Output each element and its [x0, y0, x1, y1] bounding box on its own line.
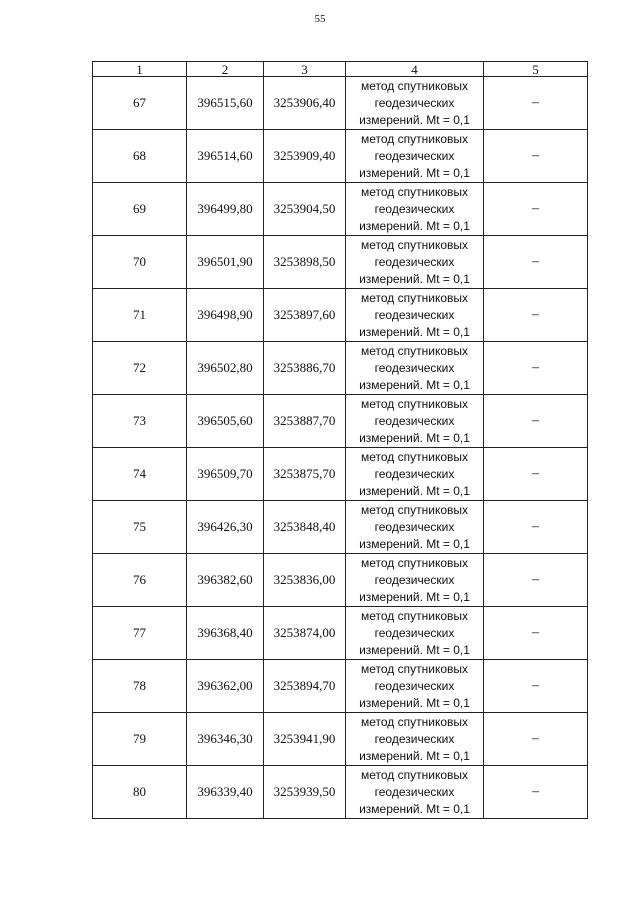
note-cell: –	[484, 183, 588, 236]
coordinate-y-cell: 3253909,40	[264, 130, 346, 183]
method-line: измерений. Mt = 0,1	[359, 536, 470, 551]
method-cell	[346, 766, 484, 819]
method-cell	[346, 607, 484, 660]
point-number-cell: 68	[93, 130, 187, 183]
coordinate-x-cell: 396498,90	[187, 289, 264, 342]
coordinate-y-cell: 3253886,70	[264, 342, 346, 395]
method-line: метод спутниковых	[360, 396, 468, 411]
column-header: 5	[484, 62, 588, 77]
method-line: измерений. Mt = 0,1	[359, 748, 470, 763]
table-row	[93, 660, 588, 713]
coordinate-y-cell: 3253897,60	[264, 289, 346, 342]
coordinate-y-cell: 3253939,50	[264, 766, 346, 819]
method-line: метод спутниковых	[360, 131, 468, 146]
method-line: измерений. Mt = 0,1	[359, 430, 470, 445]
method-cell	[346, 395, 484, 448]
method-line: метод спутниковых	[360, 237, 468, 252]
method-line: геодезических	[374, 625, 455, 640]
coordinate-y-cell: 3253894,70	[264, 660, 346, 713]
coordinate-x-cell: 396501,90	[187, 236, 264, 289]
note-cell: –	[484, 501, 588, 554]
method-line: измерений. Mt = 0,1	[359, 377, 470, 392]
coordinate-x-cell: 396499,80	[187, 183, 264, 236]
coordinate-y-cell: 3253941,90	[264, 713, 346, 766]
point-number-cell: 80	[93, 766, 187, 819]
point-number-cell: 76	[93, 554, 187, 607]
coordinate-y-cell: 3253906,40	[264, 77, 346, 130]
coordinate-x-cell: 396514,60	[187, 130, 264, 183]
note-cell: –	[484, 77, 588, 130]
table-row	[93, 501, 588, 554]
table-row	[93, 448, 588, 501]
table-row	[93, 607, 588, 660]
method-cell	[346, 342, 484, 395]
point-number-cell: 69	[93, 183, 187, 236]
note-cell: –	[484, 130, 588, 183]
method-cell	[346, 554, 484, 607]
coordinate-y-cell: 3253904,50	[264, 183, 346, 236]
coordinate-x-cell: 396382,60	[187, 554, 264, 607]
method-line: метод спутниковых	[360, 714, 468, 729]
table-row	[93, 713, 588, 766]
method-line: метод спутниковых	[360, 343, 468, 358]
coordinate-x-cell: 396505,60	[187, 395, 264, 448]
method-cell	[346, 130, 484, 183]
method-line: измерений. Mt = 0,1	[359, 483, 470, 498]
coordinate-y-cell: 3253875,70	[264, 448, 346, 501]
table-row	[93, 130, 588, 183]
method-line: измерений. Mt = 0,1	[359, 642, 470, 657]
coordinate-y-cell: 3253836,00	[264, 554, 346, 607]
method-line: метод спутниковых	[360, 290, 468, 305]
note-cell: –	[484, 448, 588, 501]
point-number-cell: 70	[93, 236, 187, 289]
coordinate-x-cell: 396502,80	[187, 342, 264, 395]
method-line: геодезических	[374, 307, 455, 322]
method-cell	[346, 448, 484, 501]
method-line: измерений. Mt = 0,1	[359, 324, 470, 339]
method-line: геодезических	[374, 519, 455, 534]
method-line: метод спутниковых	[360, 555, 468, 570]
table-row	[93, 554, 588, 607]
table-header-row	[93, 62, 588, 77]
method-line: геодезических	[374, 731, 455, 746]
method-line: метод спутниковых	[360, 502, 468, 517]
method-line: геодезических	[374, 413, 455, 428]
note-cell: –	[484, 766, 588, 819]
method-line: геодезических	[374, 201, 455, 216]
table-row	[93, 77, 588, 130]
method-line: геодезических	[374, 254, 455, 269]
method-line: метод спутниковых	[360, 78, 468, 93]
point-number-cell: 74	[93, 448, 187, 501]
note-cell: –	[484, 660, 588, 713]
point-number-cell: 73	[93, 395, 187, 448]
method-line: метод спутниковых	[360, 449, 468, 464]
note-cell: –	[484, 554, 588, 607]
method-line: метод спутниковых	[360, 767, 468, 782]
method-line: измерений. Mt = 0,1	[359, 801, 470, 816]
coordinate-y-cell: 3253874,00	[264, 607, 346, 660]
point-number-cell: 75	[93, 501, 187, 554]
method-cell	[346, 660, 484, 713]
coordinate-x-cell: 396515,60	[187, 77, 264, 130]
coordinate-x-cell: 396426,30	[187, 501, 264, 554]
method-line: метод спутниковых	[360, 184, 468, 199]
method-line: геодезических	[374, 95, 455, 110]
method-cell	[346, 236, 484, 289]
coordinate-x-cell: 396509,70	[187, 448, 264, 501]
coordinate-x-cell: 396346,30	[187, 713, 264, 766]
method-cell	[346, 289, 484, 342]
point-number-cell: 67	[93, 77, 187, 130]
table-row	[93, 766, 588, 819]
method-line: измерений. Mt = 0,1	[359, 112, 470, 127]
method-cell	[346, 183, 484, 236]
point-number-cell: 71	[93, 289, 187, 342]
table-row	[93, 342, 588, 395]
coordinate-y-cell: 3253898,50	[264, 236, 346, 289]
coordinates-table	[92, 61, 588, 819]
note-cell: –	[484, 713, 588, 766]
method-cell	[346, 501, 484, 554]
method-line: геодезических	[374, 360, 455, 375]
point-number-cell: 79	[93, 713, 187, 766]
column-header: 3	[264, 62, 346, 77]
table-row	[93, 183, 588, 236]
method-line: измерений. Mt = 0,1	[359, 589, 470, 604]
method-line: метод спутниковых	[360, 661, 468, 676]
note-cell: –	[484, 607, 588, 660]
method-line: измерений. Mt = 0,1	[359, 271, 470, 286]
table-row	[93, 236, 588, 289]
point-number-cell: 77	[93, 607, 187, 660]
coordinate-x-cell: 396339,40	[187, 766, 264, 819]
method-line: геодезических	[374, 678, 455, 693]
note-cell: –	[484, 236, 588, 289]
coordinate-y-cell: 3253887,70	[264, 395, 346, 448]
column-header: 4	[346, 62, 484, 77]
note-cell: –	[484, 289, 588, 342]
method-line: измерений. Mt = 0,1	[359, 165, 470, 180]
coordinate-y-cell: 3253848,40	[264, 501, 346, 554]
coordinate-x-cell: 396362,00	[187, 660, 264, 713]
method-cell	[346, 77, 484, 130]
page-number: 55	[314, 13, 326, 25]
coordinate-x-cell: 396368,40	[187, 607, 264, 660]
method-line: метод спутниковых	[360, 608, 468, 623]
table-row	[93, 289, 588, 342]
point-number-cell: 78	[93, 660, 187, 713]
method-line: геодезических	[374, 784, 455, 799]
method-line: измерений. Mt = 0,1	[359, 218, 470, 233]
table-row	[93, 395, 588, 448]
method-line: измерений. Mt = 0,1	[359, 695, 470, 710]
method-line: геодезических	[374, 466, 455, 481]
method-line: геодезических	[374, 572, 455, 587]
method-line: геодезических	[374, 148, 455, 163]
point-number-cell: 72	[93, 342, 187, 395]
column-header: 1	[93, 62, 187, 77]
column-header: 2	[187, 62, 264, 77]
method-cell	[346, 713, 484, 766]
note-cell: –	[484, 395, 588, 448]
note-cell: –	[484, 342, 588, 395]
